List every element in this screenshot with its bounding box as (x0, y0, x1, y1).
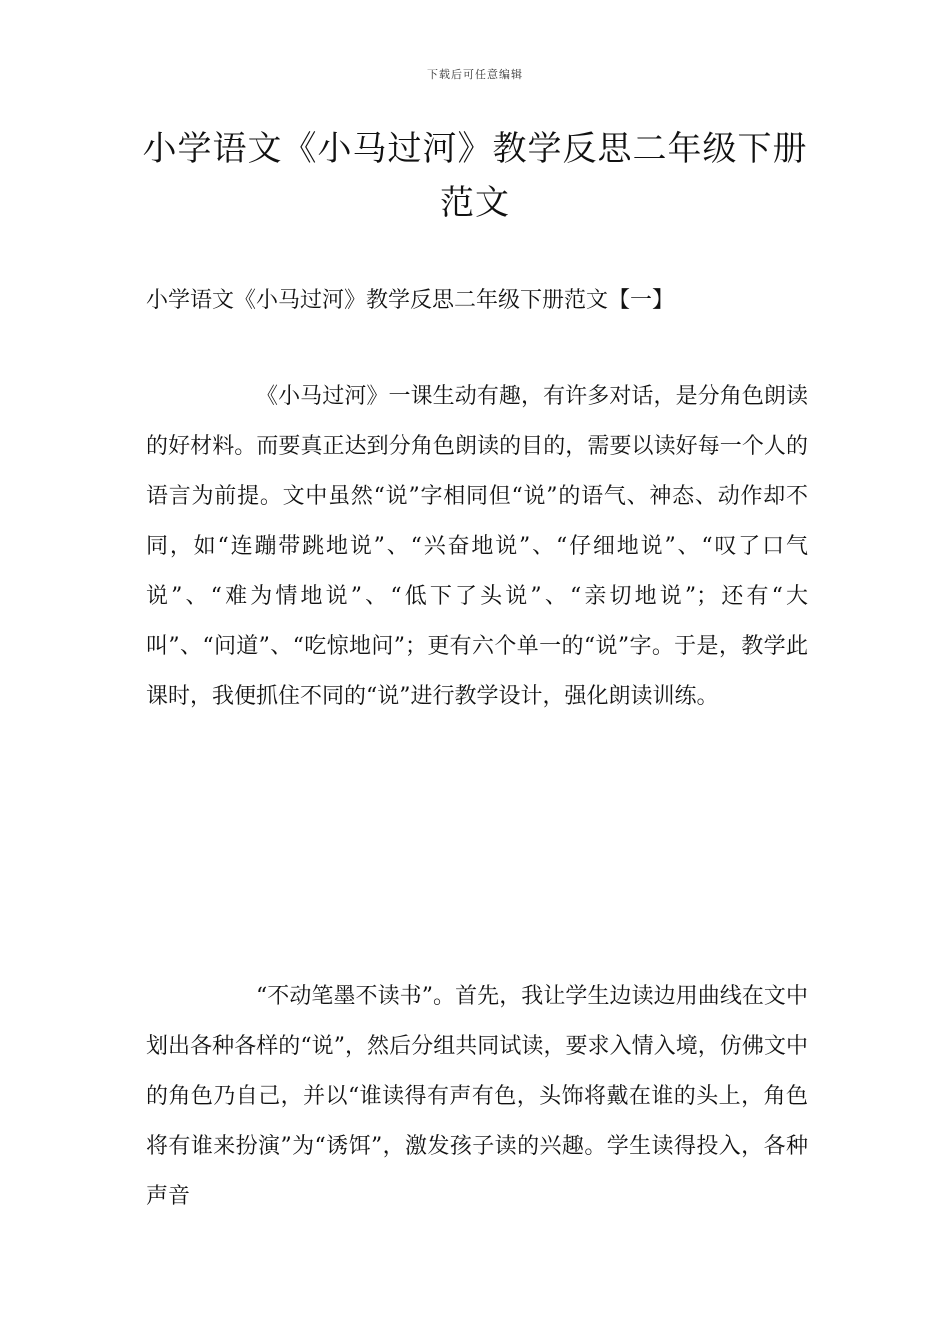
header-note: 下载后可任意编辑 (427, 68, 523, 81)
document-title: 小学语文《小马过河》教学反思二年级下册范文 (142, 129, 808, 223)
body-paragraph-2: “不动笔墨不读书”。首先，我让学生边读边用曲线在文中划出各种各样的“说”，然后分组共同试读，要求入情入境，仿佛文中的角色乃自己，并以“谁读得有声有色，头饰将戴在谁的头上，角色将有谁来扮演”为“诱饵”，激发孩子读的兴趣。学生读得投入，各种声音 (146, 984, 808, 1209)
section-heading: 小学语文《小马过河》教学反思二年级下册范文【一】 (146, 288, 675, 313)
body-paragraph-1: 《小马过河》一课生动有趣，有许多对话，是分角色朗读的好材料。而要真正达到分角色朗读的目的，需要以读好每一个人的语言为前提。文中虽然“说”字相同但“说”的语气、神态、动作却不同，如“连蹦带跳地说”、“兴奋地说”、“仔细地说”、“叹了口气说”、“难为情地说”、“低下了头说”、“亲切地说”；还有“大叫”、“问道”、“吃惊地问”；更有六个单一的“说”字。于是，教学此课时，我便抓住不同的“说”进行教学设计，强化朗读训练。 (146, 384, 808, 709)
